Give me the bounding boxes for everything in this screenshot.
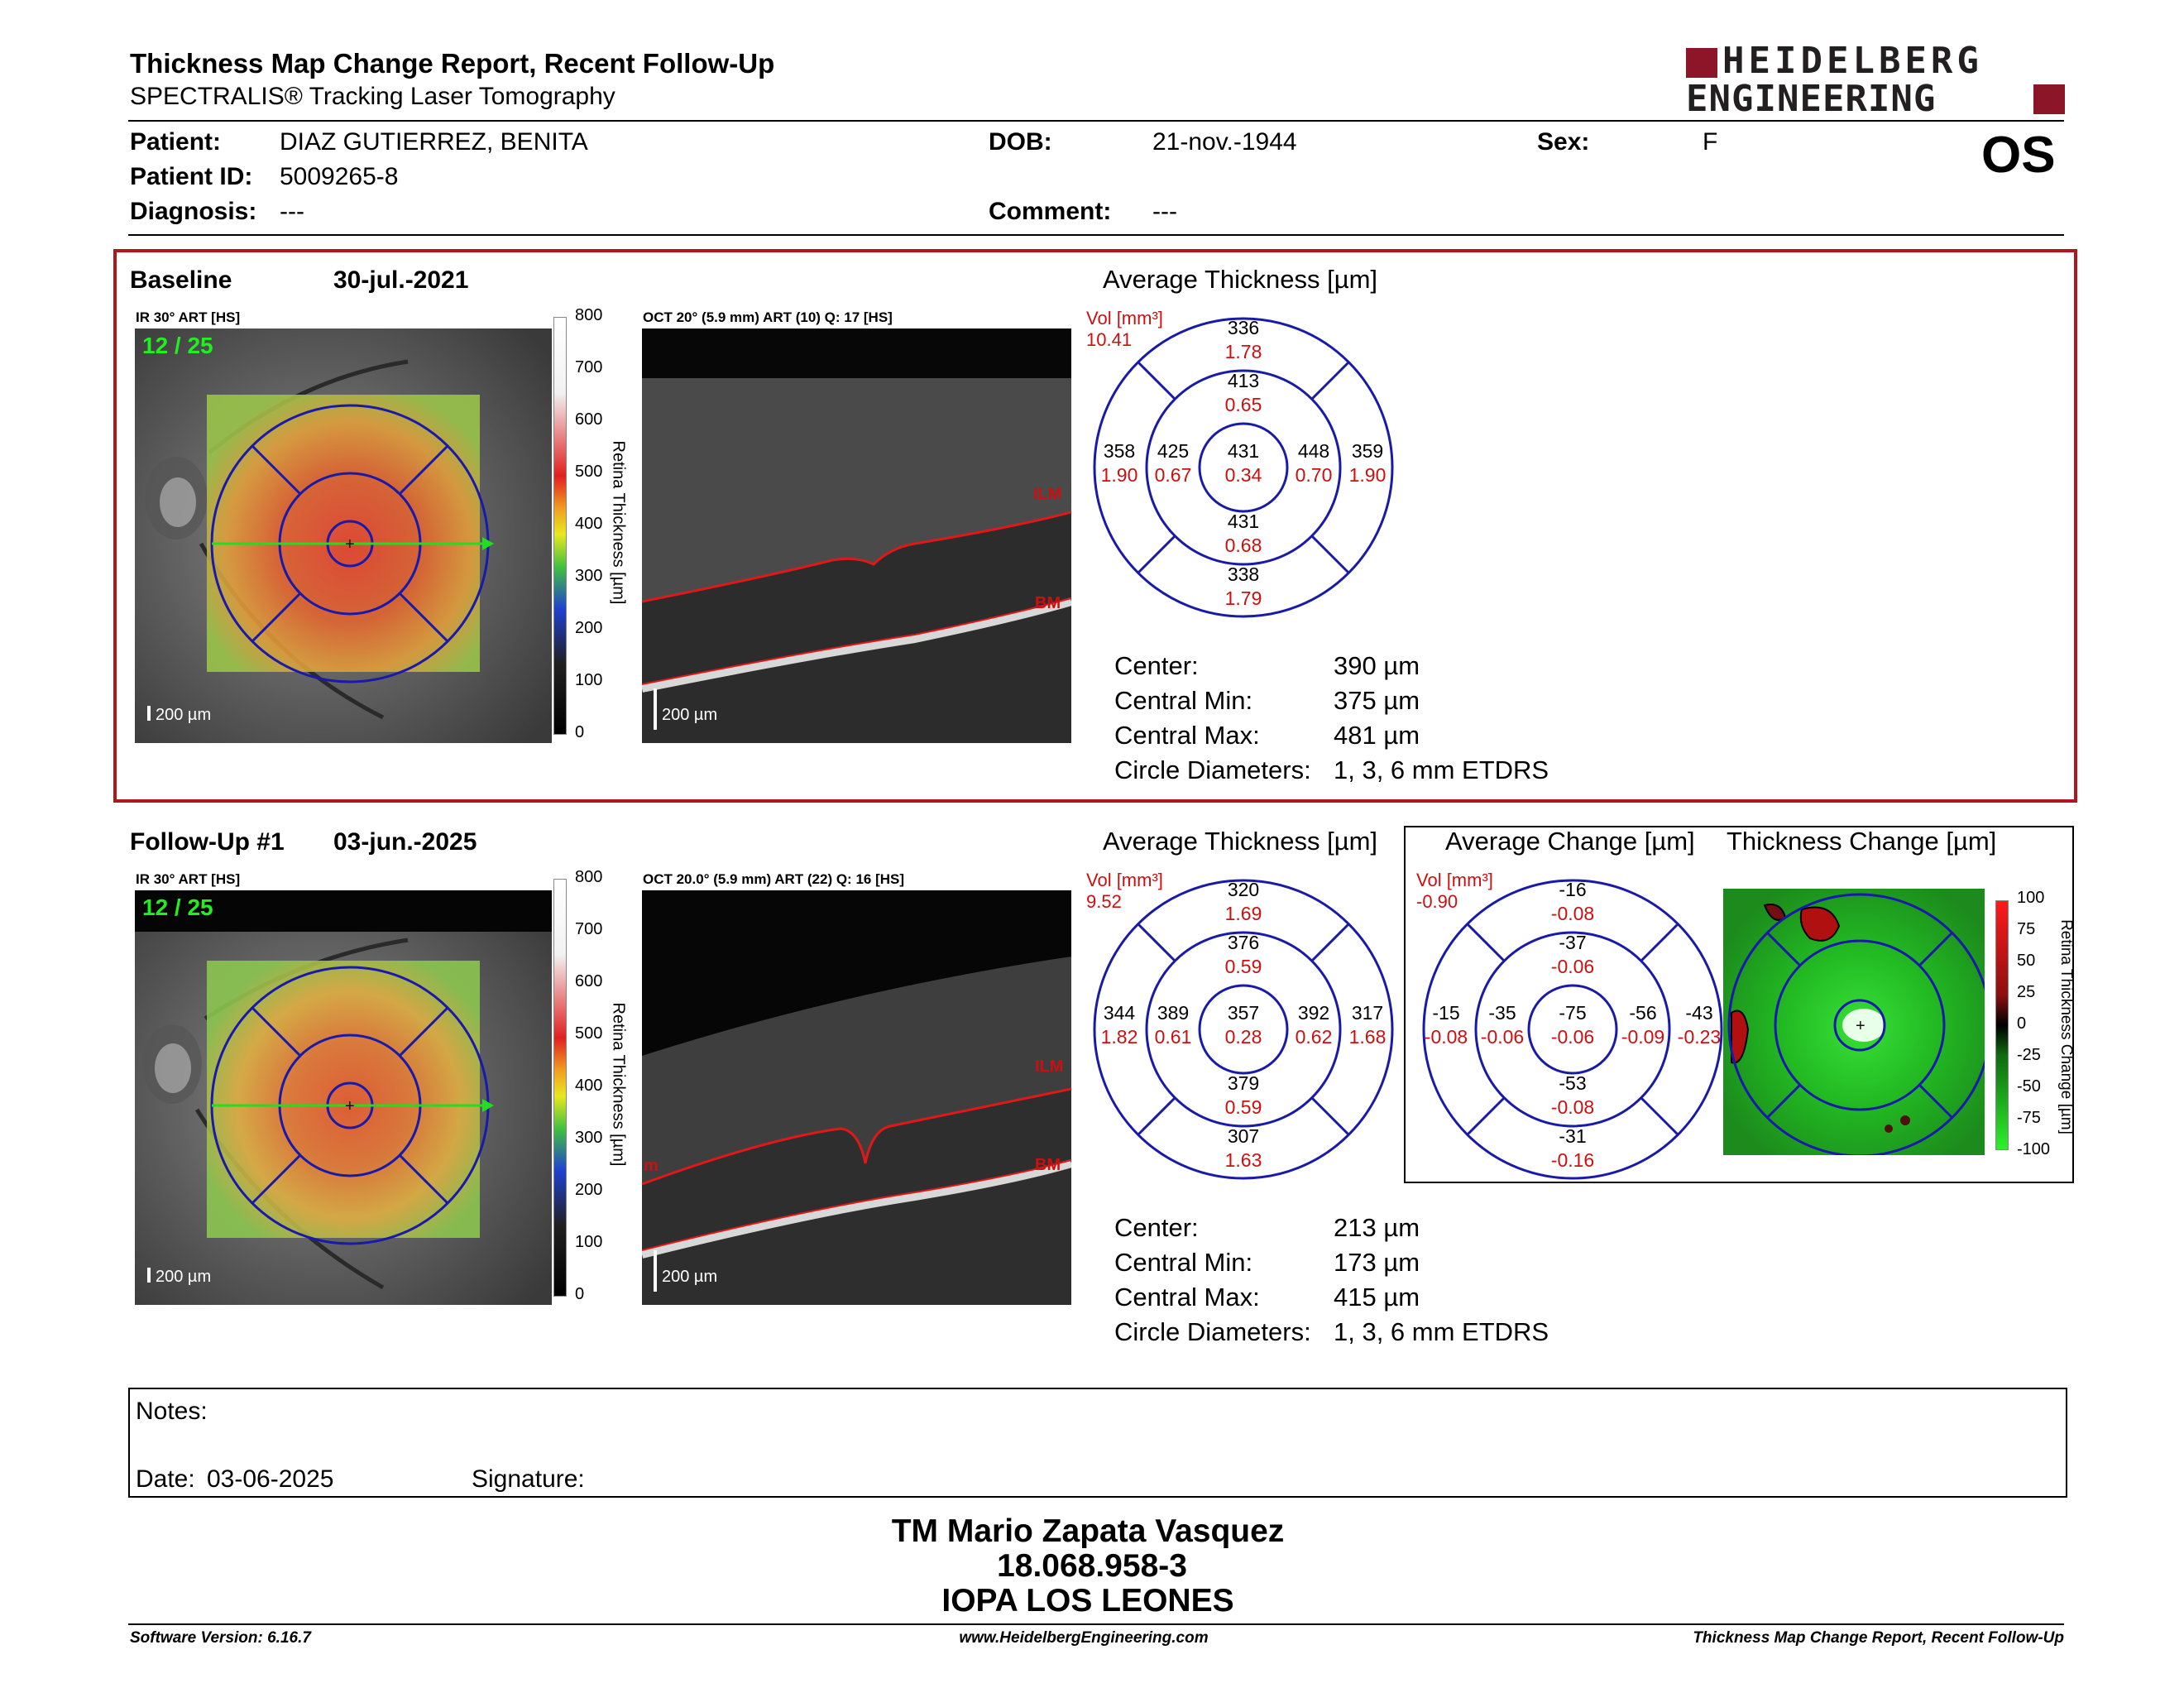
- eye-laterality: OS: [1981, 127, 2056, 184]
- sector-inner-left: 389 0.61: [1154, 1002, 1192, 1048]
- sector-outer-bottom: 307 1.63: [1224, 1125, 1262, 1171]
- footer-divider: [128, 1623, 2064, 1625]
- followup-etdrs-grid-overlay: [135, 890, 552, 1305]
- change-tick: -100: [2017, 1140, 2051, 1158]
- signoff-name: TM Mario Zapata Vasquez: [891, 1513, 1285, 1549]
- change-vol-total: -0.90: [1416, 891, 1458, 912]
- svg-text:+: +: [1856, 1017, 1866, 1035]
- sector-outer-right: 359 1.90: [1348, 440, 1387, 486]
- comment-value: ---: [1152, 198, 1177, 225]
- sector-outer-left: 358 1.90: [1100, 440, 1138, 486]
- website-link[interactable]: www.HeidelbergEngineering.com: [959, 1629, 1209, 1647]
- change-tick: -25: [2017, 1046, 2041, 1064]
- diagnosis-value: ---: [280, 198, 304, 225]
- followup-thickness-colorbar: [553, 879, 567, 1297]
- sector-center: 431 0.34: [1224, 440, 1262, 486]
- sector-outer-top: 336 1.78: [1224, 317, 1262, 362]
- scale-tick: 700: [575, 358, 603, 376]
- sector-inner-top: -37 -0.06: [1550, 932, 1595, 977]
- followup-oct-scalebar-label: 200 µm: [662, 1268, 718, 1286]
- sector-outer-left: -15 -0.08: [1424, 1002, 1468, 1048]
- scale-tick: 200: [575, 619, 603, 637]
- change-tick: 50: [2017, 952, 2036, 970]
- thickness-change-map: [1723, 889, 1985, 1155]
- change-colorbar-ticks: [2017, 889, 2050, 1170]
- sector-inner-left: 425 0.67: [1154, 440, 1192, 486]
- stat-row: Central Max: 481 µm: [1114, 721, 1420, 750]
- patient-name-label: Patient:: [130, 128, 222, 156]
- report-subtitle: SPECTRALIS® Tracking Laser Tomography: [130, 83, 615, 110]
- followup-oct-title: OCT 20.0° (5.9 mm) ART (22) Q: 16 [HS]: [643, 871, 905, 887]
- change-vol-label: Vol [mm³]: [1416, 870, 1493, 890]
- logo-top-text: HEIDELBERG: [1722, 40, 1983, 82]
- scale-tick: 600: [575, 972, 603, 990]
- sector-inner-top: 376 0.59: [1224, 932, 1262, 977]
- svg-text:+: +: [345, 535, 355, 554]
- baseline-stats: [1114, 649, 1693, 788]
- scale-tick: 300: [575, 1129, 603, 1147]
- baseline-bm-label: BM: [1035, 594, 1061, 612]
- scale-tick: 700: [575, 920, 603, 938]
- baseline-vol-total: 10.41: [1086, 329, 1133, 350]
- heidelberg-logo: [1686, 40, 2067, 120]
- sector-inner-right: -56 -0.09: [1621, 1002, 1665, 1048]
- signoff-rut: 18.068.958-3: [997, 1548, 1187, 1584]
- baseline-oct-scalebar-label: 200 µm: [662, 706, 718, 724]
- notes-date-value: 03-06-2025: [207, 1465, 334, 1493]
- scale-tick: 0: [575, 723, 585, 741]
- baseline-oct-scalebar: [654, 688, 657, 730]
- logo-bottom-text: ENGINEERING: [1686, 78, 1937, 120]
- change-map-title: Average Change [µm]: [1445, 827, 1695, 856]
- followup-map-title: Average Thickness [µm]: [1103, 827, 1378, 856]
- scale-tick: 400: [575, 1077, 603, 1095]
- change-tick: 0: [2017, 1014, 2027, 1033]
- followup-bm-label: BM: [1035, 1156, 1061, 1174]
- stat-row: Central Min: 173 µm: [1114, 1248, 1420, 1277]
- baseline-ir-scalebar: [147, 706, 151, 721]
- scale-tick: 500: [575, 463, 603, 481]
- baseline-thickness-colorbar: [553, 317, 567, 735]
- scale-tick: 800: [575, 306, 603, 324]
- baseline-ir-scalebar-label: 200 µm: [156, 706, 212, 724]
- followup-ir-title: IR 30° ART [HS]: [136, 871, 241, 887]
- change-tick: -50: [2017, 1077, 2041, 1096]
- scale-tick: 400: [575, 515, 603, 533]
- thickness-change-svg: [1723, 889, 1985, 1155]
- patient-id: 5009265-8: [280, 163, 399, 190]
- followup-oct-scan: [642, 890, 1071, 1305]
- diagnosis-label: Diagnosis:: [130, 198, 257, 225]
- followup-oct-scalebar: [654, 1250, 657, 1292]
- followup-date: 03-jun.-2025: [333, 828, 477, 856]
- report-title: Thickness Map Change Report, Recent Follow-Up: [130, 48, 775, 79]
- followup-scale-axis-label: Retina Thickness [µm]: [609, 1002, 628, 1167]
- baseline-sector-values: [1090, 314, 1396, 621]
- followup-ir-count: 12 / 25: [142, 894, 213, 920]
- sex-label: Sex:: [1537, 128, 1590, 156]
- sector-outer-bottom: 338 1.79: [1224, 563, 1262, 609]
- sector-outer-top: -16 -0.08: [1550, 879, 1595, 924]
- baseline-date: 30-jul.-2021: [333, 266, 469, 294]
- patient-id-label: Patient ID:: [130, 163, 253, 190]
- sector-inner-bottom: -53 -0.08: [1550, 1072, 1595, 1118]
- dob-label: DOB:: [989, 128, 1052, 156]
- followup-vol-label: Vol [mm³]: [1086, 870, 1163, 890]
- stat-row: Circle Diameters: 1, 3, 6 mm ETDRS: [1114, 1317, 1549, 1346]
- scale-tick: 0: [575, 1285, 585, 1303]
- patient-divider: [128, 234, 2064, 236]
- sector-outer-top: 320 1.69: [1224, 879, 1262, 924]
- followup-ilm-label: ILM: [1035, 1057, 1064, 1076]
- baseline-oct-svg: [642, 328, 1071, 743]
- stat-row: Circle Diameters: 1, 3, 6 mm ETDRS: [1114, 755, 1549, 784]
- sector-center: -75 -0.06: [1550, 1002, 1595, 1048]
- dob-value: 21-nov.-1944: [1152, 128, 1297, 156]
- baseline-ilm-label: ILM: [1033, 485, 1062, 503]
- scale-tick: 200: [575, 1181, 603, 1199]
- svg-text:+: +: [345, 1097, 355, 1115]
- stat-row: Central Max: 415 µm: [1114, 1283, 1420, 1312]
- signoff-org: IOPA LOS LEONES: [941, 1583, 1234, 1618]
- logo-square-left: [1686, 48, 1717, 78]
- followup-label: Follow-Up #1: [130, 828, 285, 856]
- change-colorbar-label: Retina Thickness Change [µm]: [2057, 919, 2075, 1134]
- baseline-map-title: Average Thickness [µm]: [1103, 265, 1378, 294]
- baseline-scale-axis-label: Retina Thickness [µm]: [609, 440, 628, 605]
- followup-m-label: m: [644, 1157, 659, 1175]
- scale-tick: 100: [575, 1233, 603, 1251]
- sector-inner-bottom: 431 0.68: [1224, 511, 1262, 556]
- stat-row: Center: 390 µm: [1114, 651, 1420, 680]
- signature-label: Signature:: [472, 1465, 585, 1493]
- change-colorbar: [1995, 900, 2009, 1150]
- baseline-ir-count: 12 / 25: [142, 333, 213, 358]
- sector-outer-left: 344 1.82: [1100, 1002, 1138, 1048]
- patient-name: DIAZ GUTIERREZ, BENITA: [280, 128, 588, 156]
- sector-inner-right: 392 0.62: [1295, 1002, 1333, 1048]
- sector-inner-right: 448 0.70: [1295, 440, 1333, 486]
- baseline-label: Baseline: [130, 266, 232, 294]
- scale-tick: 500: [575, 1024, 603, 1043]
- sex-value: F: [1703, 128, 1718, 156]
- followup-scale-ticks: [575, 868, 608, 1303]
- baseline-ir-title: IR 30° ART [HS]: [136, 309, 241, 325]
- baseline-oct-title: OCT 20° (5.9 mm) ART (10) Q: 17 [HS]: [643, 309, 893, 325]
- thickness-change-title: Thickness Change [µm]: [1727, 827, 1997, 856]
- sector-outer-right: 317 1.68: [1348, 1002, 1387, 1048]
- notes-box[interactable]: [128, 1388, 2067, 1498]
- stat-row: Center: 213 µm: [1114, 1213, 1420, 1242]
- followup-stats: [1114, 1211, 1693, 1350]
- scale-tick: 300: [575, 567, 603, 585]
- comment-label: Comment:: [989, 198, 1112, 225]
- followup-oct-svg: [642, 890, 1071, 1305]
- sector-inner-top: 413 0.65: [1224, 370, 1262, 415]
- change-tick: 100: [2017, 889, 2045, 907]
- notes-date-label: Date:: [136, 1465, 195, 1493]
- scale-tick: 600: [575, 410, 603, 429]
- followup-ir-scalebar-label: 200 µm: [156, 1268, 212, 1286]
- sector-inner-left: -35 -0.06: [1480, 1002, 1525, 1048]
- followup-ir-scalebar: [147, 1268, 151, 1283]
- followup-sector-values: [1090, 876, 1396, 1182]
- stat-row: Central Min: 375 µm: [1114, 686, 1420, 715]
- logo-square-right: [2033, 84, 2065, 114]
- software-version: Software Version: 6.16.7: [130, 1629, 311, 1647]
- footer-report-name: Thickness Map Change Report, Recent Follow-Up: [1693, 1629, 2064, 1647]
- baseline-etdrs-grid-overlay: [135, 328, 552, 743]
- change-tick: -75: [2017, 1109, 2041, 1127]
- sector-center: 357 0.28: [1224, 1002, 1262, 1048]
- baseline-vol-label: Vol [mm³]: [1086, 308, 1163, 328]
- scale-tick: 100: [575, 671, 603, 689]
- baseline-oct-scan: [642, 328, 1071, 743]
- baseline-scale-ticks: [575, 306, 608, 741]
- sector-outer-bottom: -31 -0.16: [1550, 1125, 1595, 1171]
- sector-outer-right: -43 -0.23: [1677, 1002, 1722, 1048]
- change-tick: 75: [2017, 920, 2036, 938]
- header-divider: [128, 120, 2064, 122]
- followup-vol-total: 9.52: [1086, 891, 1122, 912]
- change-sector-values: [1420, 876, 1726, 1182]
- scale-tick: 800: [575, 868, 603, 886]
- change-tick: 25: [2017, 983, 2036, 1001]
- sector-inner-bottom: 379 0.59: [1224, 1072, 1262, 1118]
- notes-label: Notes:: [136, 1398, 208, 1425]
